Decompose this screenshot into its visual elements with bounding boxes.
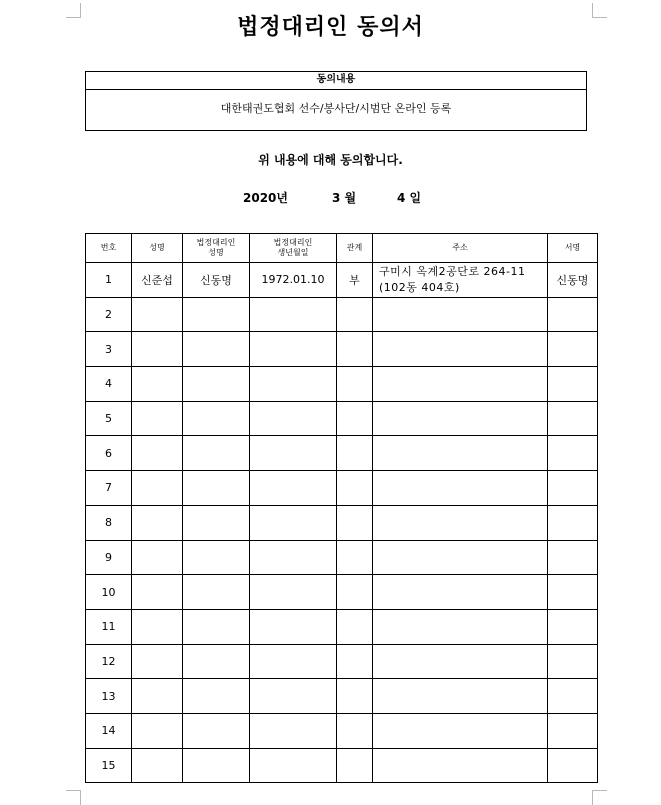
page-corner-mark (592, 790, 607, 805)
cell-number: 5 (86, 401, 132, 436)
cell-relation[interactable] (337, 367, 373, 402)
header-number: 번호 (86, 234, 132, 263)
cell-guardian-birth[interactable] (250, 505, 337, 540)
cell-signature[interactable] (548, 471, 598, 506)
cell-address[interactable] (373, 540, 548, 575)
cell-guardian-birth[interactable] (250, 436, 337, 471)
header-address: 주소 (373, 234, 548, 263)
cell-address[interactable]: 구미시 옥계2공단로 264-11 (102동 404호) (373, 263, 548, 298)
cell-number: 8 (86, 505, 132, 540)
cell-guardian-name[interactable] (183, 540, 250, 575)
cell-name[interactable] (132, 713, 183, 748)
table-row (86, 540, 598, 575)
cell-signature[interactable] (548, 540, 598, 575)
date-year[interactable]: 2020년 (243, 191, 288, 205)
cell-signature[interactable] (548, 575, 598, 610)
cell-guardian-birth[interactable] (250, 471, 337, 506)
cell-guardian-name[interactable] (183, 679, 250, 714)
cell-number: 10 (86, 575, 132, 610)
cell-address[interactable] (373, 401, 548, 436)
cell-address[interactable] (373, 644, 548, 679)
cell-relation[interactable]: 부 (337, 263, 373, 298)
cell-relation[interactable] (337, 471, 373, 506)
page-corner-mark (66, 790, 81, 805)
cell-guardian-birth[interactable] (250, 679, 337, 714)
cell-guardian-name[interactable] (183, 609, 250, 644)
cell-guardian-birth[interactable] (250, 713, 337, 748)
table-row (86, 748, 598, 783)
header-name: 성명 (132, 234, 183, 263)
cell-name[interactable] (132, 436, 183, 471)
cell-name[interactable] (132, 748, 183, 783)
cell-signature[interactable] (548, 609, 598, 644)
cell-guardian-birth[interactable] (250, 609, 337, 644)
cell-relation[interactable] (337, 297, 373, 332)
cell-relation[interactable] (337, 575, 373, 610)
cell-guardian-name[interactable] (183, 748, 250, 783)
cell-number: 2 (86, 297, 132, 332)
cell-relation[interactable] (337, 713, 373, 748)
cell-address[interactable] (373, 436, 548, 471)
table-row (86, 297, 598, 332)
cell-guardian-name[interactable] (183, 297, 250, 332)
cell-guardian-name[interactable] (183, 505, 250, 540)
cell-name[interactable] (132, 505, 183, 540)
table-row (86, 401, 598, 436)
cell-guardian-birth[interactable] (250, 332, 337, 367)
cell-name[interactable] (132, 297, 183, 332)
document-title: 법정대리인 동의서 (237, 14, 424, 40)
table-row (86, 505, 598, 540)
date-day[interactable]: 4 일 (397, 191, 422, 205)
header-relation: 관계 (337, 234, 373, 263)
cell-number: 6 (86, 436, 132, 471)
cell-signature[interactable] (548, 644, 598, 679)
cell-signature[interactable] (548, 679, 598, 714)
cell-signature[interactable] (548, 297, 598, 332)
table-row (86, 575, 598, 610)
cell-number: 12 (86, 644, 132, 679)
cell-signature[interactable] (548, 713, 598, 748)
cell-guardian-birth[interactable] (250, 540, 337, 575)
cell-number: 13 (86, 679, 132, 714)
consent-body[interactable]: 대한태권도협회 선수/봉사단/시범단 온라인 등록 (220, 102, 452, 115)
cell-guardian-birth[interactable]: 1972.01.10 (250, 263, 337, 298)
cell-name[interactable] (132, 609, 183, 644)
cell-address[interactable] (373, 679, 548, 714)
cell-guardian-name[interactable] (183, 367, 250, 402)
table-row (86, 713, 598, 748)
cell-address[interactable] (373, 609, 548, 644)
table-header-row (86, 234, 598, 263)
guardian-table (85, 233, 598, 783)
table-row (86, 644, 598, 679)
cell-guardian-name[interactable] (183, 436, 250, 471)
cell-relation[interactable] (337, 505, 373, 540)
consent-header: 동의내용 (86, 72, 586, 90)
cell-guardian-birth[interactable] (250, 748, 337, 783)
cell-address[interactable] (373, 471, 548, 506)
table-row (86, 436, 598, 471)
cell-address[interactable] (373, 367, 548, 402)
cell-name[interactable] (132, 575, 183, 610)
cell-address[interactable] (373, 332, 548, 367)
cell-guardian-name[interactable] (183, 471, 250, 506)
cell-signature[interactable] (548, 505, 598, 540)
cell-name[interactable] (132, 644, 183, 679)
cell-name[interactable] (132, 540, 183, 575)
table-body (86, 263, 598, 783)
cell-number: 15 (86, 748, 132, 783)
cell-relation[interactable] (337, 401, 373, 436)
cell-relation[interactable] (337, 540, 373, 575)
cell-guardian-birth[interactable] (250, 575, 337, 610)
cell-relation[interactable] (337, 644, 373, 679)
cell-number: 14 (86, 713, 132, 748)
header-guardian-birth: 법정대리인 생년월일 (250, 234, 337, 263)
agreement-statement: 위 내용에 대해 동의합니다. (258, 153, 403, 167)
cell-name[interactable]: 신준섭 (132, 263, 183, 298)
cell-number: 9 (86, 540, 132, 575)
cell-address[interactable] (373, 748, 548, 783)
cell-address[interactable] (373, 713, 548, 748)
cell-guardian-birth[interactable] (250, 367, 337, 402)
cell-guardian-birth[interactable] (250, 644, 337, 679)
cell-signature[interactable]: 신동명 (548, 263, 598, 298)
date-month[interactable]: 3 월 (332, 191, 357, 205)
cell-relation[interactable] (337, 748, 373, 783)
cell-number: 1 (86, 263, 132, 298)
table-row (86, 332, 598, 367)
cell-number: 4 (86, 367, 132, 402)
cell-name[interactable] (132, 401, 183, 436)
cell-guardian-name[interactable] (183, 332, 250, 367)
cell-signature[interactable] (548, 401, 598, 436)
cell-address[interactable] (373, 505, 548, 540)
cell-guardian-name[interactable]: 신동명 (183, 263, 250, 298)
cell-number: 3 (86, 332, 132, 367)
cell-number: 7 (86, 471, 132, 506)
table-row (86, 679, 598, 714)
cell-name[interactable] (132, 679, 183, 714)
cell-address[interactable] (373, 297, 548, 332)
cell-relation[interactable] (337, 609, 373, 644)
cell-guardian-name[interactable] (183, 644, 250, 679)
cell-relation[interactable] (337, 332, 373, 367)
cell-signature[interactable] (548, 332, 598, 367)
cell-signature[interactable] (548, 748, 598, 783)
cell-guardian-birth[interactable] (250, 401, 337, 436)
cell-name[interactable] (132, 367, 183, 402)
cell-name[interactable] (132, 471, 183, 506)
table-row (86, 367, 598, 402)
cell-guardian-name[interactable] (183, 575, 250, 610)
header-guardian-name: 법정대리인 성명 (183, 234, 250, 263)
cell-address[interactable] (373, 575, 548, 610)
cell-signature[interactable] (548, 436, 598, 471)
cell-guardian-name[interactable] (183, 713, 250, 748)
consent-box (85, 71, 587, 131)
table-row (86, 609, 598, 644)
header-signature: 서명 (548, 234, 598, 263)
cell-number: 11 (86, 609, 132, 644)
cell-name[interactable] (132, 332, 183, 367)
table-row (86, 471, 598, 506)
cell-guardian-birth[interactable] (250, 297, 337, 332)
cell-signature[interactable] (548, 367, 598, 402)
table-row (86, 263, 598, 298)
cell-relation[interactable] (337, 436, 373, 471)
cell-relation[interactable] (337, 679, 373, 714)
cell-guardian-name[interactable] (183, 401, 250, 436)
